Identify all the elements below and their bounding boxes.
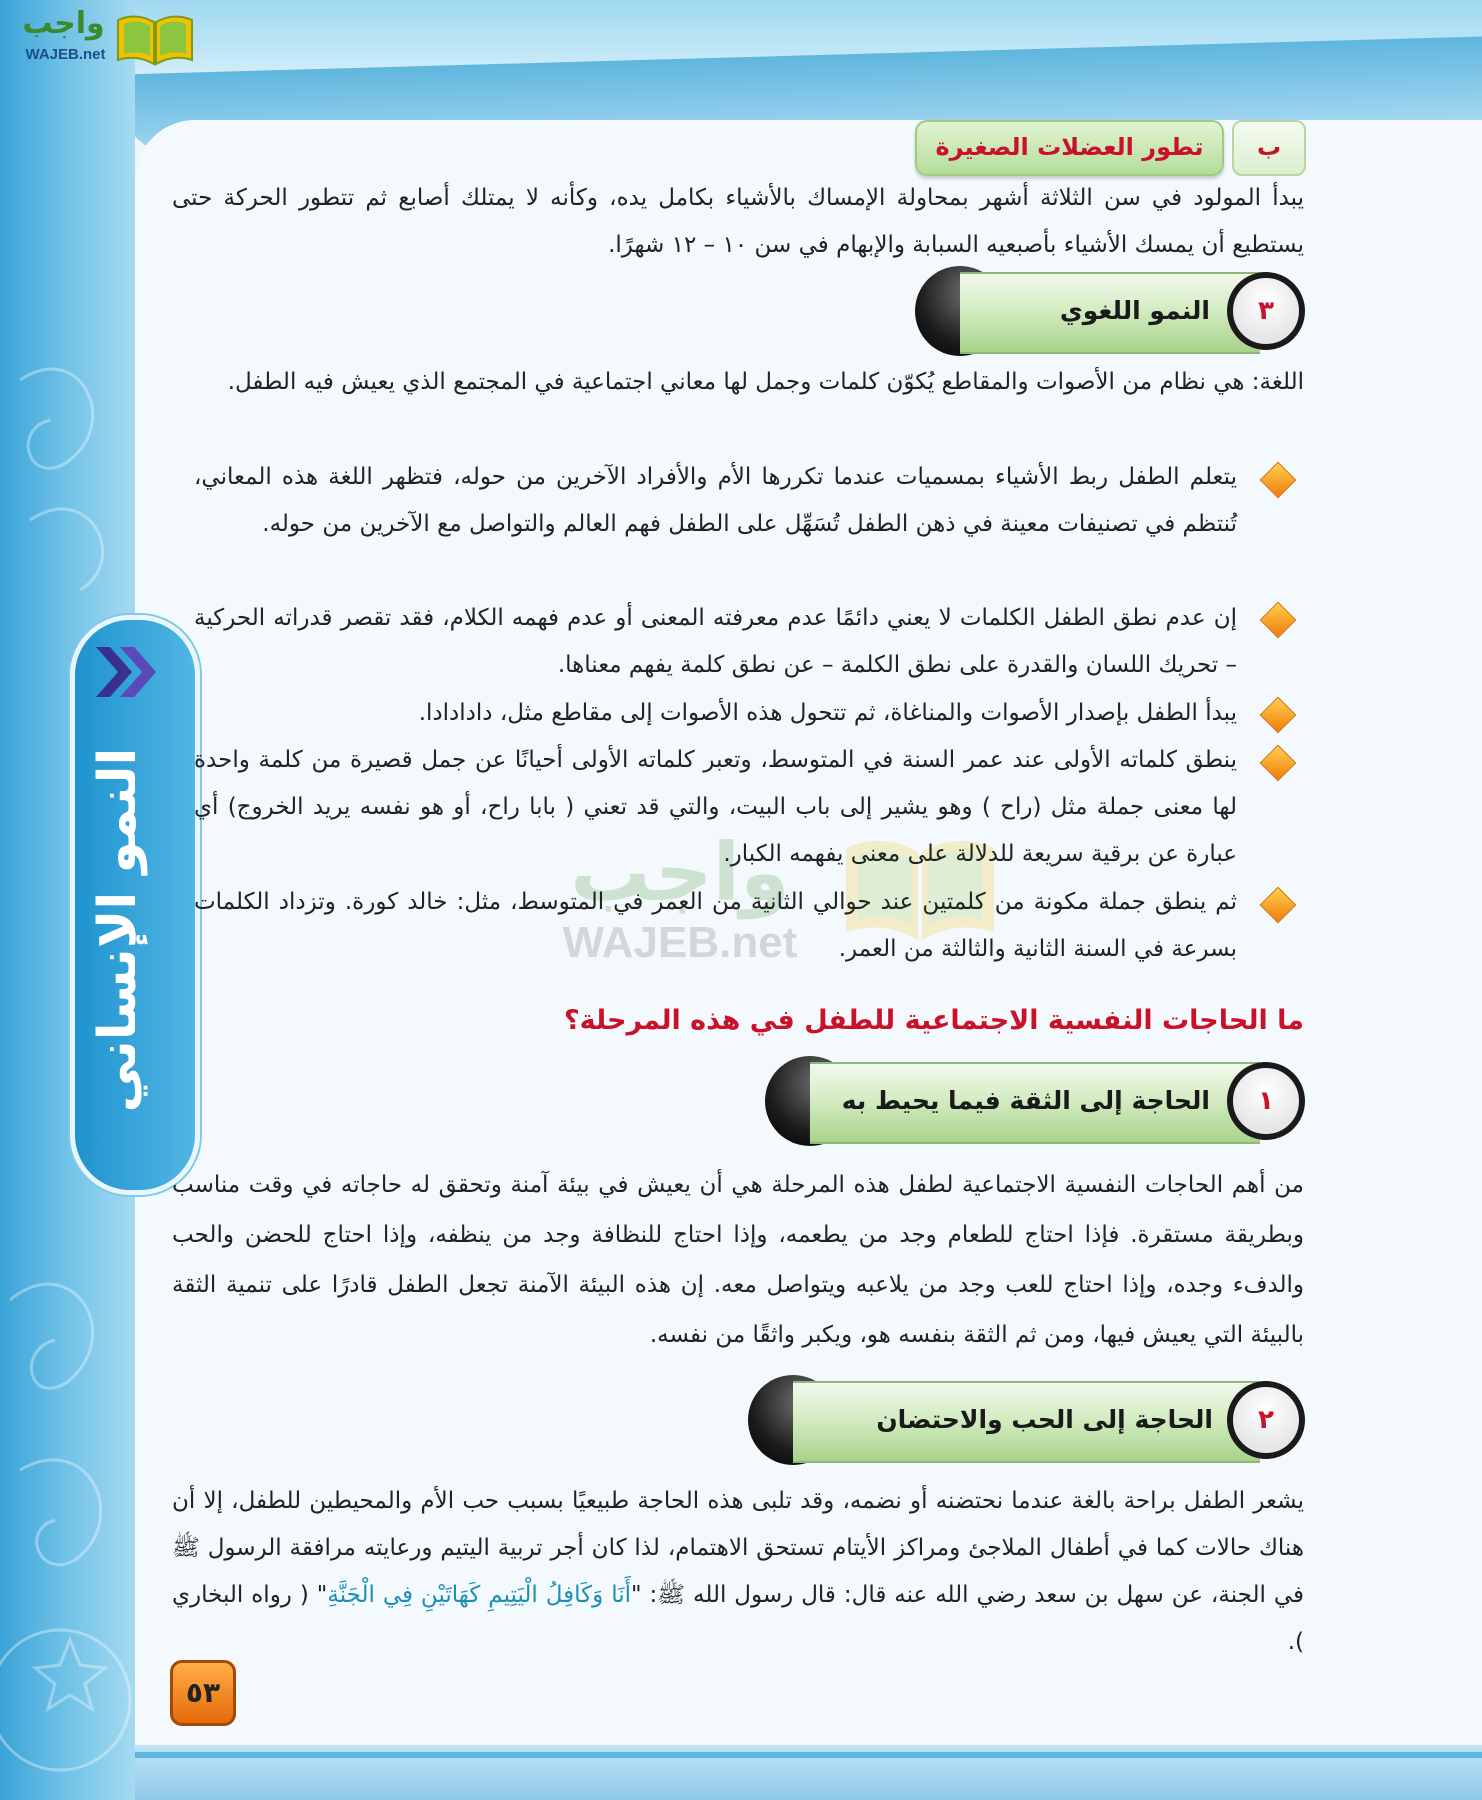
section-b-paragraph: يبدأ المولود في سن الثلاثة أشهر بمحاولة الإمساك بالأشياء بكامل يده، وكأنه لا يمتلك أصابع ثم تتطور الحركة حتى يستطيع أن يمسك الأشياء بأصبعيه السبابة والإبهام في سن ١٠ – ١٢ شهرًا.	[172, 185, 1304, 258]
question-heading: ما الحاجات النفسية الاجتماعية للطفل في هذه المرحلة؟	[563, 1005, 1304, 1036]
section-3-number: ٣	[1227, 272, 1305, 350]
section-b-title: تطور العضلات الصغيرة	[915, 120, 1224, 176]
watermark-arabic: واجب	[570, 826, 790, 919]
logo-latin-text: WAJEB.net	[25, 46, 106, 63]
wajeb-logo	[8, 4, 188, 66]
need-2-heading	[748, 1375, 1305, 1465]
need-2-text: يشعر الطفل براحة بالغة عندما نحتضنه أو نضمه، وقد تلبى هذه الحاجة طبيعيًا بسبب حب الأم والمحيطين للطفل، إلا أن هناك حالات كما في أطفال الملاجئ ومراكز الأيتام تستحق الاهتمام، لذا كان أجر تربية اليتيم ورعايته مرافقة الرسول ﷺ في الجنة، عن سهل بن سعد رضي الله عنه قال: قال رسول الله ﷺ: "	[172, 1488, 1304, 1608]
need-1-paragraph: من أهم الحاجات النفسية الاجتماعية لطفل هذه المرحلة هي أن يعيش في بيئة آمنة وتحقق له حاجاته في وقت مناسب وبطريقة مستقرة. فإذا احتاج للطعام وجد من يطعمه، وإذا احتاج للنظافة وجد من ينظفه، وإذا احتاج للحضن والحب والدفء وجده، وإذا احتاج للعب وجد من يلاعبه ويتواصل معه. إن هذه البيئة الآمنة تجعل الطفل قادرًا على تنمية الثقة بالبيئة التي يعيش فيها، ومن ثم الثقة بنفسه هو، ويكبر واثقًا من نفسه.	[172, 1172, 1304, 1348]
page-number: ٥٣	[170, 1660, 236, 1726]
need-1-heading	[765, 1056, 1305, 1146]
need-2-paragraph	[172, 1478, 1304, 1666]
double-chevron-icon	[92, 645, 162, 699]
section-b-letter: ب	[1232, 120, 1306, 176]
bullet-item: ينطق كلماته الأولى عند عمر السنة في المتوسط، وتعبر كلماته الأولى أحيانًا عن جمل قصيرة من كلمة واحدة لها معنى جملة مثل (راح ) وهو يشير إلى باب البيت، والتي قد تعني ( بابا راح، أو هو نفسه يريد الخروج) أي عبارة عن برقية سريعة للدلالة على معنى يفهمه الكبار.	[194, 747, 1237, 867]
need-1-title: الحاجة إلى الثقة فيما يحيط به	[841, 1086, 1210, 1115]
bullet-item: يتعلم الطفل ربط الأشياء بمسميات عندما تكررها الأم والأفراد الآخرين من حوله، فتظهر اللغة هذه المعاني، تُنتظم في تصنيفات معينة في ذهن الطفل تُسَهِّل على الطفل فهم العالم والتواصل مع الآخرين من حوله.	[194, 464, 1237, 537]
hadith-quote: أَنَا وَكَافِلُ الْيَتِيمِ كَهَاتَيْنِ فِي الْجَنَّةِ	[327, 1582, 631, 1608]
chapter-title: النمو الإنساني	[88, 747, 148, 1113]
language-definition: اللغة: هي نظام من الأصوات والمقاطع يُكوّن كلمات وجمل لها معاني اجتماعية في المجتمع الذي يعيش فيه الطفل.	[227, 369, 1304, 395]
bullet-item: إن عدم نطق الطفل الكلمات لا يعني دائمًا عدم معرفته المعنى أو عدم فهمه الكلام، فقد تقصر قدراته الحركية – تحريك اللسان والقدرة على نطق الكلمة – عن نطق كلمة يفهم معناها.	[194, 605, 1237, 678]
logo-arabic-text: واجب	[22, 6, 105, 41]
bullet-item: يبدأ الطفل بإصدار الأصوات والمناغاة، ثم تتحول هذه الأصوات إلى مقاطع مثل، دادادادا.	[418, 700, 1237, 726]
open-book-icon	[114, 10, 196, 68]
section-3-title: النمو اللغوي	[1059, 296, 1210, 325]
bullet-item: ثم ينطق جملة مكونة من كلمتين عند حوالي الثانية من العمر في المتوسط، مثل: خالد كورة. وتزداد الكلمات بسرعة في السنة الثانية والثالثة من العمر.	[194, 889, 1237, 962]
watermark-latin: WAJEB.net	[562, 918, 798, 967]
need-1-number: ١	[1227, 1062, 1305, 1140]
need-2-number: ٢	[1227, 1381, 1305, 1459]
hadith-citation: " ( رواه البخاري ).	[172, 1582, 1304, 1655]
bottom-line	[135, 1752, 1482, 1758]
section-3-heading	[915, 266, 1305, 356]
need-2-title: الحاجة إلى الحب والاحتضان	[876, 1405, 1213, 1434]
